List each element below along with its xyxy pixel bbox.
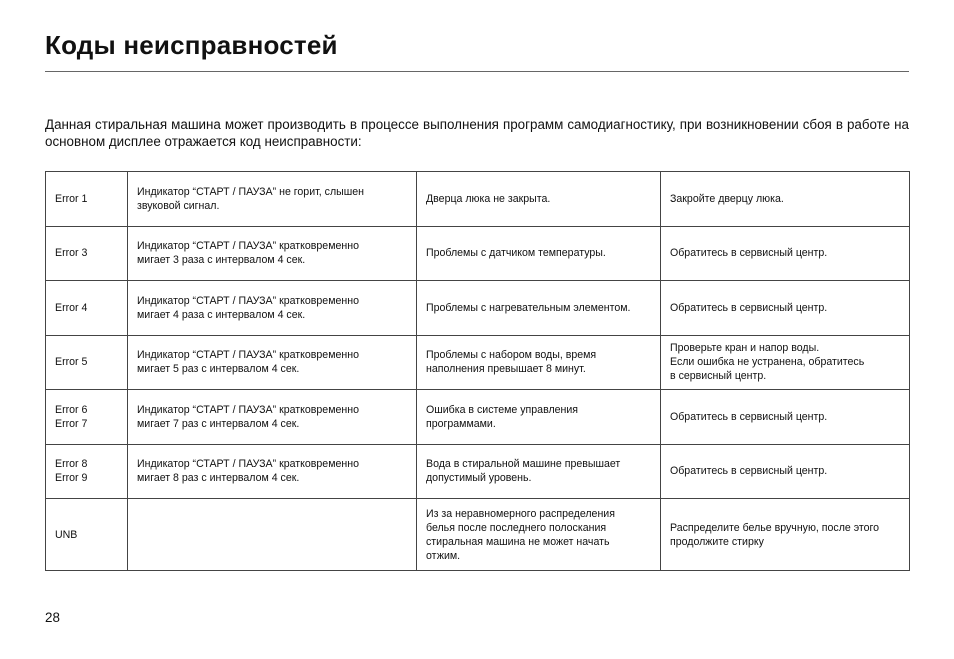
action-cell: [661, 335, 910, 390]
indicator-cell: [128, 390, 417, 445]
cell-text-line: Error 6: [55, 403, 88, 416]
cell-text-line: Проблемы с датчиком температуры.: [426, 247, 606, 260]
indicator-cell: [128, 335, 417, 390]
action-cell: [661, 499, 910, 571]
error-code-cell: [46, 335, 128, 390]
table-row: [46, 281, 910, 336]
cause-cell: [417, 444, 661, 499]
error-code-cell: [46, 444, 128, 499]
cell-text-line: белья после последнего полоскания: [426, 521, 607, 534]
action-cell: [661, 444, 910, 499]
cell-text-line: Проблемы с нагревательным элементом.: [426, 301, 631, 314]
cell-text-line: стиральная машина не может начать: [426, 535, 610, 548]
cell-text-line: Обратитесь в сервисный центр.: [670, 465, 828, 478]
error-code-cell: [46, 281, 128, 336]
cell-text-line: Error 1: [55, 192, 88, 205]
error-code-cell: [46, 172, 128, 227]
cell-text-line: Дверца люка не закрыта.: [426, 192, 551, 205]
table-row: [46, 335, 910, 390]
cell-text-line: Error 3: [55, 247, 88, 260]
cell-text-line: Индикатор “СТАРТ / ПАУЗА” кратковременно: [137, 240, 359, 253]
cause-cell: [417, 226, 661, 281]
error-code-cell: [46, 390, 128, 445]
cell-text-line: Обратитесь в сервисный центр.: [670, 247, 828, 260]
cause-cell: [417, 281, 661, 336]
cell-text-line: Ошибка в системе управления: [426, 403, 579, 416]
cause-cell: [417, 390, 661, 445]
cell-text-line: Error 8: [55, 458, 88, 471]
cell-text-line: продолжите стирку: [670, 535, 764, 548]
indicator-cell: [128, 226, 417, 281]
table-row: [46, 444, 910, 499]
error-codes-table: [45, 171, 910, 571]
action-cell: [661, 172, 910, 227]
cause-cell: [417, 335, 661, 390]
action-cell: [661, 226, 910, 281]
cell-text-line: мигает 4 раза с интервалом 4 сек.: [137, 308, 306, 321]
cell-text-line: Распределите белье вручную, после этого: [670, 521, 880, 534]
page-title: Коды неисправностей: [45, 30, 338, 60]
action-cell: [661, 281, 910, 336]
cell-text-line: мигает 3 раза с интервалом 4 сек.: [137, 254, 306, 267]
cell-text-line: Error 9: [55, 472, 88, 485]
cell-text-line: Вода в стиральной машине превышает: [426, 458, 621, 471]
cell-text-line: Обратитесь в сервисный центр.: [670, 301, 828, 314]
cell-text-line: программами.: [426, 417, 496, 430]
table-row: [46, 499, 910, 571]
intro-paragraph: Данная стиральная машина может производить в процессе выполнения программ самодиагностику, при возникновении сбоя в работе на основном дисплее отражается код неисправности:: [45, 117, 909, 149]
cell-text-line: Закройте дверцу люка.: [670, 192, 784, 205]
cell-text-line: UNB: [55, 528, 78, 541]
error-code-cell: [46, 499, 128, 571]
indicator-cell: [128, 281, 417, 336]
cell-text-line: мигает 8 раз с интервалом 4 сек.: [137, 472, 300, 485]
cell-text-line: допустимый уровень.: [426, 472, 532, 485]
page-number: 28: [45, 610, 60, 625]
indicator-cell: [128, 444, 417, 499]
cell-text-line: мигает 5 раз с интервалом 4 сек.: [137, 363, 300, 376]
cell-text-line: Индикатор “СТАРТ / ПАУЗА” кратковременно: [137, 349, 359, 362]
cell-text-line: Error 7: [55, 417, 88, 430]
cell-text-line: Проблемы с набором воды, время: [426, 349, 597, 362]
action-cell: [661, 390, 910, 445]
cell-text-line: отжим.: [426, 549, 461, 562]
cause-cell: [417, 172, 661, 227]
error-code-cell: [46, 226, 128, 281]
table-row: [46, 390, 910, 445]
title-divider: [45, 71, 909, 72]
cell-text-line: Из за неравномерного распределения: [426, 507, 615, 520]
cell-text-line: Индикатор “СТАРТ / ПАУЗА” кратковременно: [137, 403, 359, 416]
cell-text-line: мигает 7 раз с интервалом 4 сек.: [137, 417, 300, 430]
cell-text-line: Проверьте кран и напор воды.: [670, 342, 820, 355]
cell-text-line: Если ошибка не устранена, обратитесь: [670, 356, 865, 369]
table-row: [46, 226, 910, 281]
cause-cell: [417, 499, 661, 571]
cell-text-line: в сервисный центр.: [670, 370, 767, 383]
error-codes-table-body: [46, 172, 910, 571]
cell-text-line: наполнения превышает 8 минут.: [426, 363, 586, 376]
indicator-cell: [128, 172, 417, 227]
cell-text-line: Error 5: [55, 356, 88, 369]
indicator-cell: [128, 499, 417, 571]
cell-text-line: Обратитесь в сервисный центр.: [670, 410, 828, 423]
table-row: [46, 172, 910, 227]
cell-text-line: Индикатор “СТАРТ / ПАУЗА” не горит, слышен: [137, 185, 365, 198]
cell-text-line: Error 4: [55, 301, 88, 314]
cell-text-line: Индикатор “СТАРТ / ПАУЗА” кратковременно: [137, 458, 359, 471]
cell-text-line: звуковой сигнал.: [137, 199, 220, 212]
cell-text-line: Индикатор “СТАРТ / ПАУЗА” кратковременно: [137, 294, 359, 307]
